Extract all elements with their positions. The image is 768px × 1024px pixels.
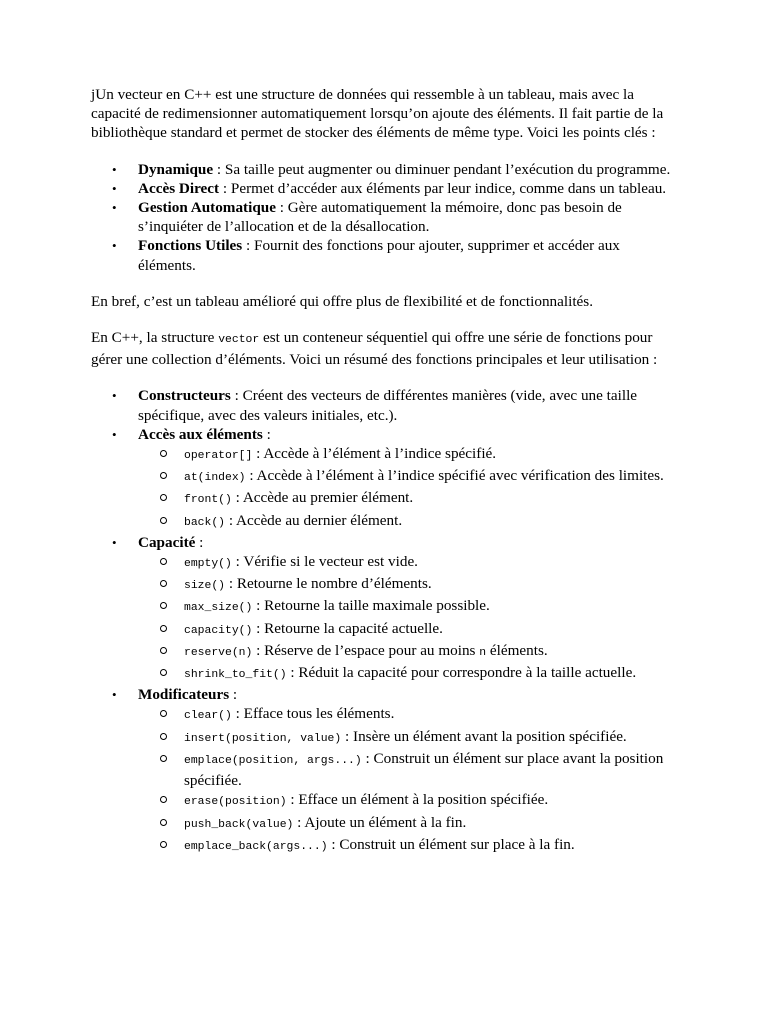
function-description: : Ajoute un élément à la fin. [293,813,467,831]
function-item [138,813,681,835]
function-description: : Efface un élément à la position spécifiée. [286,791,549,809]
function-code: front() [184,494,232,507]
circle-bullet-icon [160,669,167,676]
item-text: : Gère automatiquement la mémoire, donc pas besoin de s’inquiéter de l’allocation et de la désallocation. [138,199,622,236]
function-description: : Accède au premier élément. [231,489,414,507]
item-term: Gestion Automatique [138,199,276,217]
functions-list [91,386,681,856]
function-item [138,704,681,726]
function-code: erase(position) [184,796,287,809]
function-item [138,790,681,812]
function-code: at(index) [184,472,246,485]
circle-bullet-icon [160,450,167,457]
function-description: : Accède au dernier élément. [225,511,403,529]
function-code: emplace_back(args...) [184,840,328,853]
intro-paragraph: jUn vecteur en C++ est une structure de données qui ressemble à un tableau, mais avec la capacité de redimensionner automatiquement lorsqu’on ajoute des éléments. Il fait partie de la bibliothèque standard et permet de stocker des éléments de même type. Voici les points clés : [91,86,664,142]
item-text: : Fournit des fonctions pour ajouter, supprimer et accéder aux éléments. [138,237,620,274]
document-page [91,85,681,857]
function-item [138,835,681,857]
circle-bullet-icon [160,625,167,632]
function-item [138,552,681,574]
section-term: Capacité [138,533,196,551]
function-description: : Insère un élément avant la position spécifiée. [341,727,627,745]
section-term: Modificateurs [138,686,230,704]
bullet-icon: • [112,200,117,216]
function-item [138,727,681,749]
function-description: : Retourne le nombre d’éléments. [225,575,432,593]
bullet-icon: • [112,534,117,550]
bullet-icon: • [112,161,117,177]
circle-bullet-icon [160,602,167,609]
item-term: Accès Direct [138,179,220,197]
section-item [91,386,681,424]
function-description: : Accède à l’élément à l’indice spécifié. [252,445,497,463]
list-item [91,198,681,236]
function-item [138,466,681,488]
section-item [91,425,681,533]
circle-bullet-icon [160,841,167,848]
function-code: shrink_to_fit() [184,669,287,682]
circle-bullet-icon [160,755,167,762]
vector-code: vector [218,334,260,347]
function-item [138,749,681,790]
circle-bullet-icon [160,647,167,654]
key-points-list [91,160,681,275]
function-description: : Réserve de l’espace pour au moins [252,641,480,659]
function-sublist [138,444,681,533]
function-item [138,619,681,641]
item-term: Fonctions Utiles [138,237,243,255]
section-term: Accès aux éléments [138,425,263,443]
function-item [138,641,681,663]
function-sublist [138,704,681,856]
function-code: back() [184,516,226,529]
circle-bullet-icon [160,558,167,565]
function-code: reserve(n) [184,646,253,659]
circle-bullet-icon [160,472,167,479]
circle-bullet-icon [160,494,167,501]
function-code: capacity() [184,624,253,637]
vector-intro-after: est un conteneur séquentiel qui offre une série de fonctions pour gérer une collection d’éléments. Voici un résumé des fonctions principales et leur utilisation : [91,329,658,369]
function-code: emplace(position, args...) [184,754,362,767]
bullet-icon: • [112,238,117,254]
function-code: max_size() [184,602,253,615]
function-item [138,511,681,533]
circle-bullet-icon [160,710,167,717]
function-description-end: éléments. [486,641,548,659]
item-term: Dynamique [138,160,214,178]
section-term: Constructeurs [138,387,231,405]
item-text: : Permet d’accéder aux éléments par leur indice, comme dans un tableau. [219,179,667,197]
function-sublist [138,552,681,685]
function-description: : Construit un élément sur place avant la position spécifiée. [184,749,664,790]
circle-bullet-icon [160,517,167,524]
function-code: empty() [184,558,232,571]
section-item [91,533,681,685]
function-item [138,663,681,685]
function-description: : Retourne la taille maximale possible. [252,597,490,615]
list-item [91,179,681,198]
function-code: insert(position, value) [184,732,342,745]
function-description: : Retourne la capacité actuelle. [252,619,443,637]
section-text: : Créent des vecteurs de différentes manières (vide, avec une taille spécifique, avec des valeurs initiales, etc.). [138,387,638,424]
circle-bullet-icon [160,819,167,826]
item-text: : Sa taille peut augmenter ou diminuer pendant l’exécution du programme. [213,160,671,178]
function-code-inline: n [479,646,487,659]
function-description: : Réduit la capacité pour correspondre à la taille actuelle. [286,664,637,682]
section-text: : [229,686,238,704]
function-description: : Construit un élément sur place à la fin. [327,835,575,853]
list-item [91,160,681,179]
summary-paragraph: En bref, c’est un tableau amélioré qui offre plus de flexibilité et de fonctionnalités. [91,292,593,310]
function-code: clear() [184,710,232,723]
function-description: : Efface tous les éléments. [231,705,395,723]
bullet-icon: • [112,687,117,703]
function-description: : Accède à l’élément à l’indice spécifié avec vérification des limites. [245,467,664,485]
section-text: : [195,533,204,551]
circle-bullet-icon [160,796,167,803]
vector-intro-before: En C++, la structure [91,329,219,347]
function-item [138,444,681,466]
section-text: : [262,425,271,443]
section-item [91,685,681,857]
circle-bullet-icon [160,580,167,587]
function-code: push_back(value) [184,818,294,831]
function-item [138,574,681,596]
function-code: size() [184,580,226,593]
bullet-icon: • [112,388,117,404]
bullet-icon: • [112,180,117,196]
list-item [91,236,681,274]
bullet-icon: • [112,426,117,442]
function-description: : Vérifie si le vecteur est vide. [231,553,418,571]
function-code: operator[] [184,450,253,463]
function-item [138,596,681,618]
circle-bullet-icon [160,733,167,740]
vector-intro-paragraph [91,328,681,369]
function-item [138,488,681,510]
